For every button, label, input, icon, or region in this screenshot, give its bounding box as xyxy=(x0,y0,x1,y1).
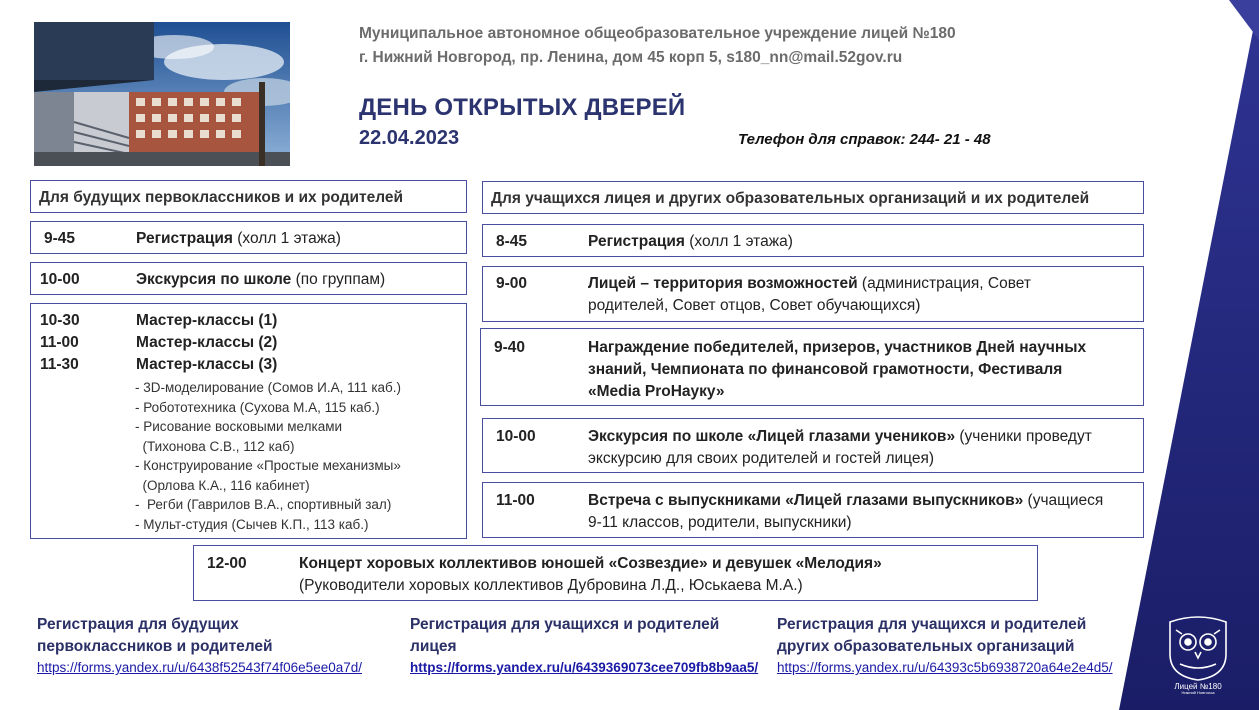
org-address: г. Нижний Новгород, пр. Ленина, дом 45 корп 5, s180_nn@mail.52gov.ru xyxy=(359,49,903,66)
list-item: - Рисование восковыми мелками xyxy=(135,419,343,434)
right-excursion-item xyxy=(482,418,1144,473)
item-text xyxy=(588,337,1086,403)
right-section-heading xyxy=(482,181,1144,214)
left-section-heading xyxy=(30,180,467,213)
crest-caption: Лицей №180 xyxy=(1174,682,1222,691)
registration-link[interactable]: https://forms.yandex.ru/u/6438f52543f74f06e5ee0a7d/ xyxy=(37,660,362,675)
registration-label: Регистрация для будущих xyxy=(37,616,239,633)
list-item: - Мульт-студия (Сычев К.П., 113 каб.) xyxy=(135,516,369,532)
list-item: - Робототехника (Сухова М.А, 115 каб.) xyxy=(135,399,380,415)
organization-info xyxy=(359,22,956,70)
left-masterclasses-item xyxy=(30,303,467,539)
owl-crest-icon xyxy=(1162,614,1234,694)
right-heading-text: Для учащихся лицея и других образовательных организаций и их родителей xyxy=(491,190,1090,207)
left-registration-item xyxy=(30,221,467,254)
registration-first-graders xyxy=(37,614,362,678)
item-time: 9-40 xyxy=(494,339,526,356)
right-opportunities-item xyxy=(482,266,1144,322)
registration-label-2: лицея xyxy=(410,638,457,655)
item-time: 12-00 xyxy=(207,555,247,572)
item-desc: (холл 1 этажа) xyxy=(684,233,793,250)
list-item: - Регби (Гаврилов В.А., спортивный зал) xyxy=(135,497,392,512)
item-title: Экскурсия по школе «Лицей глазами учеников» xyxy=(588,428,956,445)
item-text xyxy=(136,228,341,250)
page-title: ДЕНЬ ОТКРЫТЫХ ДВЕРЕЙ xyxy=(359,94,686,121)
right-awards-item xyxy=(480,328,1144,406)
item-desc: (холл 1 этажа) xyxy=(232,230,341,247)
list-item: - 3D-моделирование (Сомов И.А, 111 каб.) xyxy=(135,380,402,395)
item-title-2: знаний, Чемпионата по финансовой грамотности, Фестиваля xyxy=(588,361,1063,378)
right-graduates-item xyxy=(482,482,1144,538)
item-text xyxy=(136,269,385,291)
registration-label: Регистрация для учащихся и родителей xyxy=(777,616,1087,633)
right-registration-item xyxy=(482,224,1144,257)
list-item: (Тихонова С.В., 112 каб) xyxy=(135,438,295,454)
event-date: 22.04.2023 xyxy=(359,127,460,149)
item-desc-2: экскурсию для своих родителей и гостей лицея) xyxy=(588,450,935,467)
item-time: 9-45 xyxy=(44,230,76,247)
org-name: Муниципальное автономное общеобразовательное учреждение лицей №180 xyxy=(359,25,956,42)
item-time: 11-00 xyxy=(496,492,535,509)
item-time: 8-45 xyxy=(496,233,528,250)
item-desc-2: 9-11 классов, родители, выпускники) xyxy=(588,514,852,531)
item-text xyxy=(588,426,1092,470)
item-time: 10-00 xyxy=(496,428,536,445)
registration-other-students xyxy=(777,614,1113,678)
registration-link[interactable]: https://forms.yandex.ru/u/64393c5b6938720a64e2e4d5/ xyxy=(777,660,1113,675)
item-desc: (учащиеся xyxy=(1023,492,1104,509)
left-heading-text: Для будущих первоклассников и их родителей xyxy=(39,189,404,206)
masterclass-list xyxy=(135,378,401,534)
phone-info: Телефон для справок: 244- 21 - 48 xyxy=(738,131,991,148)
item-text xyxy=(588,231,793,253)
item-title: Мастер-классы (1) xyxy=(136,312,278,329)
item-title: Регистрация xyxy=(588,233,685,250)
registration-link[interactable]: https://forms.yandex.ru/u/6439369073cee709fb8b9aa5/ xyxy=(410,660,759,675)
item-title: Мастер-классы (3) xyxy=(136,356,278,373)
item-time: 11-00 xyxy=(40,334,79,351)
registration-lyceum-students xyxy=(410,614,758,678)
item-time: 9-00 xyxy=(496,275,528,292)
list-item: - Конструирование «Простые механизмы» xyxy=(135,458,401,473)
item-desc: (Руководители хоровых коллективов Дубровина Л.Д., Юськаева М.А.) xyxy=(299,577,803,594)
registration-label-2: других образовательных организаций xyxy=(777,638,1075,655)
registration-label: Регистрация для учащихся и родителей xyxy=(410,616,720,633)
left-excursion-item xyxy=(30,262,467,295)
item-desc: (администрация, Совет xyxy=(857,275,1031,292)
item-text xyxy=(588,490,1103,534)
item-title: Концерт хоровых коллективов юношей «Созвездие» и девушек «Мелодия» xyxy=(299,555,882,572)
item-text xyxy=(588,273,1031,317)
list-item: (Орлова К.А., 116 кабинет) xyxy=(135,477,310,493)
item-desc-2: родителей, Совет отцов, Совет обучающихся) xyxy=(588,297,921,314)
item-title: Экскурсия по школе xyxy=(136,271,292,288)
item-desc: (по группам) xyxy=(291,271,386,288)
item-time: 10-30 xyxy=(40,312,80,329)
concert-item xyxy=(193,545,1038,601)
item-title: Мастер-классы (2) xyxy=(136,334,278,351)
item-title-3: «Media ProНауку» xyxy=(588,383,725,400)
item-title: Регистрация xyxy=(136,230,233,247)
item-title: Встреча с выпускниками «Лицей глазами выпускников» xyxy=(588,492,1024,509)
item-title: Лицей – территория возможностей xyxy=(588,275,858,292)
item-title: Награждение победителей, призеров, участников Дней научных xyxy=(588,339,1087,356)
item-time: 11-30 xyxy=(40,356,79,373)
crest-subcaption: Нижний Новгород xyxy=(1181,690,1215,694)
registration-label-2: первоклассников и родителей xyxy=(37,638,273,655)
item-desc: (ученики проведут xyxy=(955,428,1092,445)
school-building-photo xyxy=(34,22,290,166)
item-time: 10-00 xyxy=(40,271,80,288)
item-text xyxy=(299,553,882,597)
